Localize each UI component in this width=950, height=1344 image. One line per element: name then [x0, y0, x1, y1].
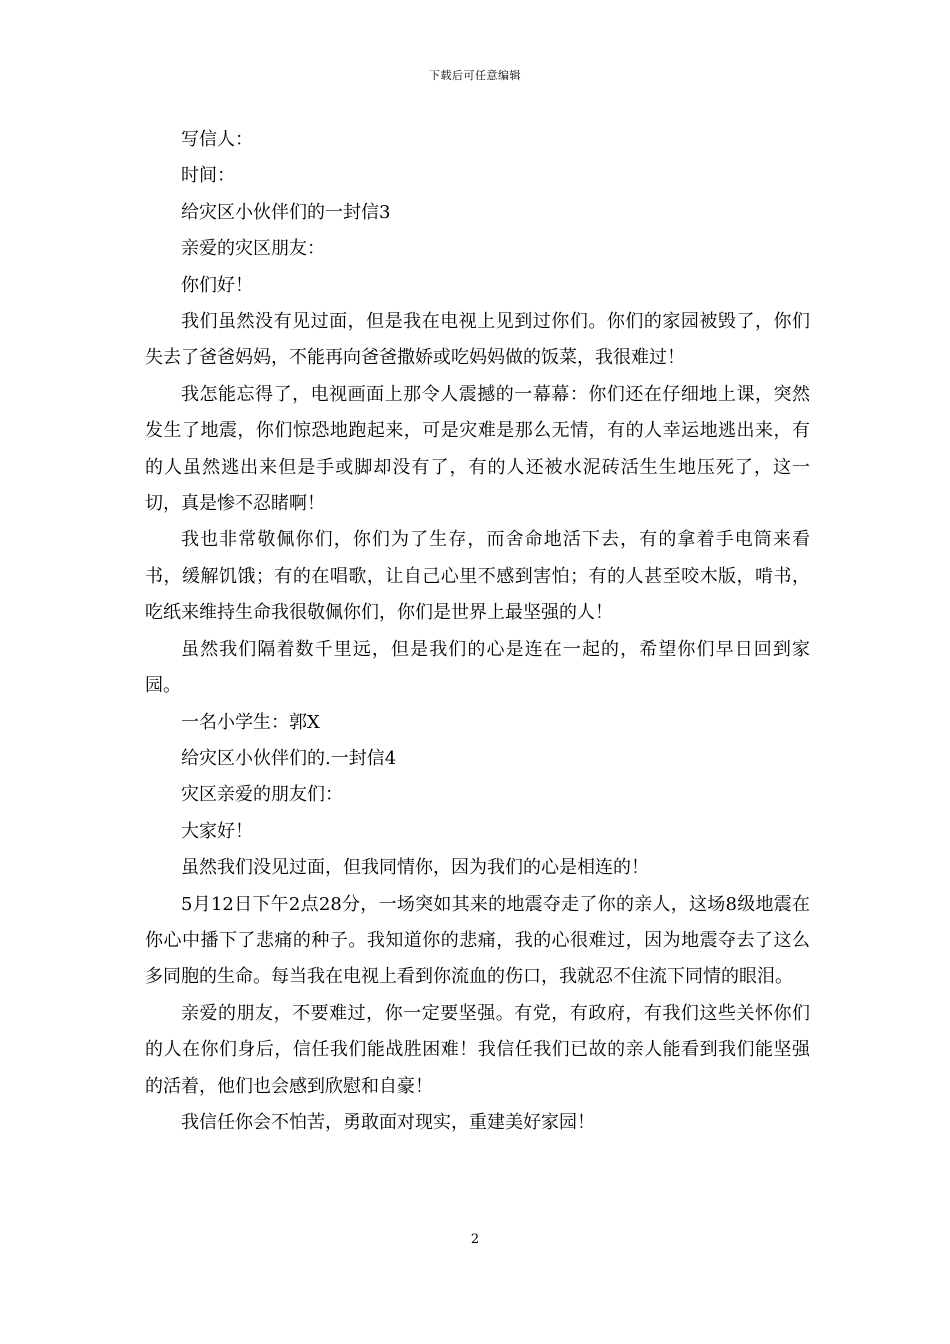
paragraph-time-label: 时间： — [181, 165, 235, 187]
paragraph-signature: 一名小学生：郭X — [181, 711, 320, 733]
paragraph-letter-3-title: 给灾区小伙伴们的一封信3 — [181, 201, 391, 223]
document-body — [145, 122, 810, 1141]
paragraph-letter-4-title: 给灾区小伙伴们的.一封信4 — [181, 747, 397, 769]
page-number: 2 — [470, 1232, 480, 1247]
paragraph: 我信任你会不怕苦，勇敢面对现实，重建美好家园！ — [181, 1111, 595, 1133]
paragraph: 我也非常敬佩你们，你们为了生存，而舍命地活下去，有的拿着手电筒来看书，缓解饥饿；有的在唱歌，让自己心里不感到害怕；有的人甚至咬木版，啃书，吃纸来维持生命我很敬佩你们，你们是世界上最坚强的人！ — [145, 529, 810, 624]
paragraph: 亲爱的朋友，不要难过，你一定要坚强。有党，有政府，有我们这些关怀你们的人在你们身后，信任我们能战胜困难！我信任我们已故的亲人能看到我们能坚强的活着，他们也会感到欣慰和自豪！ — [145, 1002, 810, 1097]
paragraph-signature-label: 写信人： — [181, 129, 253, 150]
paragraph-salutation: 亲爱的灾区朋友： — [181, 238, 325, 260]
paragraph-greeting: 大家好！ — [181, 820, 253, 842]
paragraph: 5月12日下午2点28分，一场突如其来的地震夺走了你的亲人，这场8级地震在你心中播下了悲痛的种子。我知道你的悲痛，我的心很难过，因为地震夺去了这么多同胞的生命。每当我在电视上看到你流血的伤口，我就忍不住流下同情的眼泪。 — [145, 893, 810, 988]
paragraph-greeting: 你们好！ — [181, 274, 253, 296]
paragraph-salutation: 灾区亲爱的朋友们： — [181, 784, 343, 806]
paragraph: 我怎能忘得了，电视画面上那令人震撼的一幕幕：你们还在仔细地上课，突然发生了地震，你们惊恐地跑起来，可是灾难是那么无情，有的人幸运地逃出来，有的人虽然逃出来但是手或脚却没有了，有的人还被水泥砖活生生地压死了，这一切，真是惨不忍睹啊！ — [145, 383, 810, 515]
paragraph: 虽然我们没见过面，但我同情你，因为我们的心是相连的！ — [181, 857, 649, 879]
paragraph: 虽然我们隔着数千里远，但是我们的心是连在一起的，希望你们早日回到家园。 — [145, 638, 810, 697]
page-header: 下载后可任意编辑 — [429, 69, 521, 82]
paragraph: 我们虽然没有见过面，但是我在电视上见到过你们。你们的家园被毁了，你们失去了爸爸妈妈，不能再向爸爸撒娇或吃妈妈做的饭菜，我很难过！ — [145, 311, 810, 369]
